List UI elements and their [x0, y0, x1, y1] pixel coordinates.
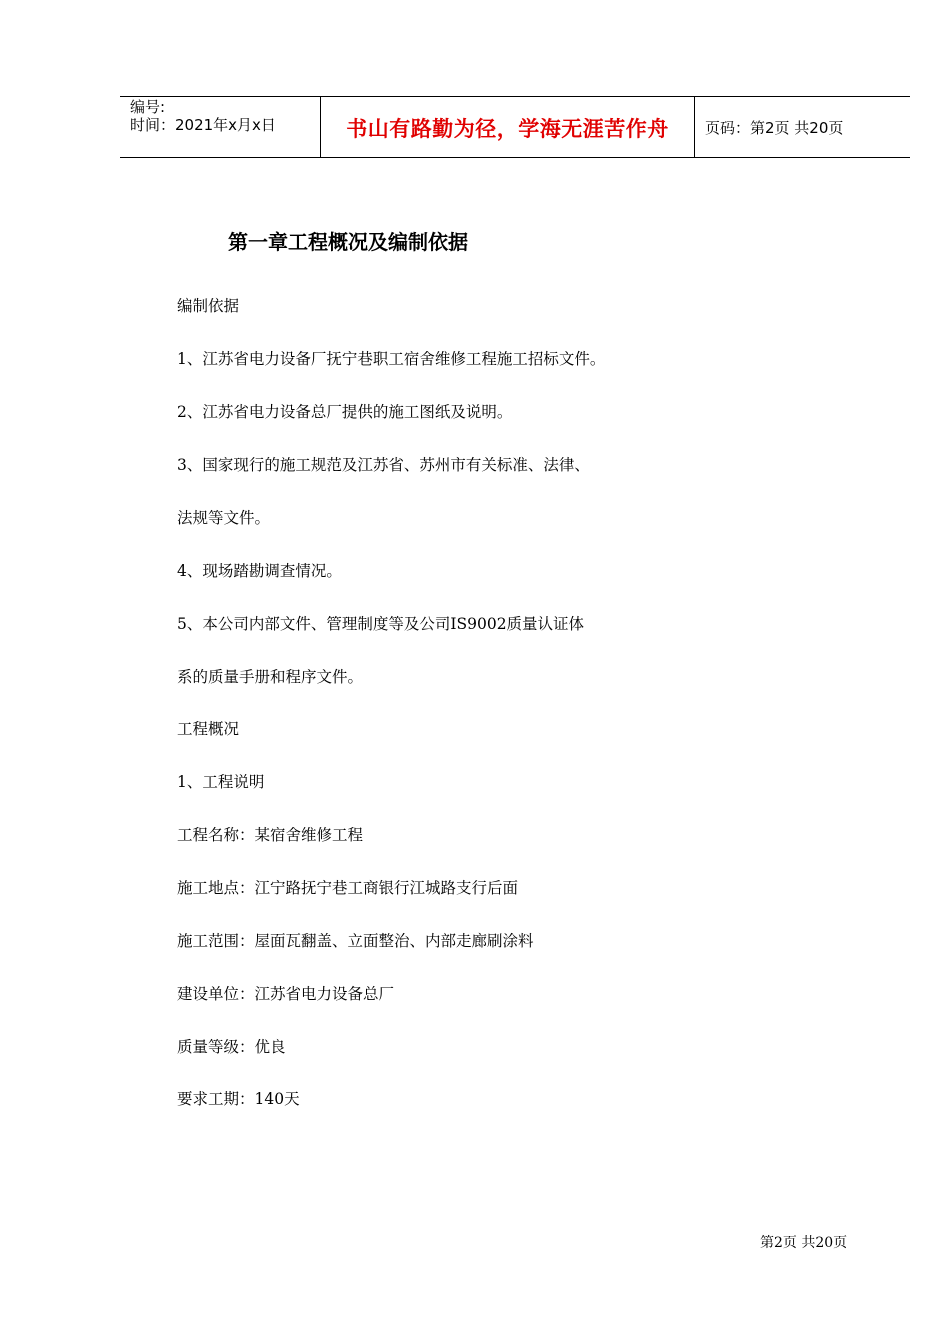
header-meta-cell — [120, 97, 321, 157]
paragraph: 4、现场踏勘调查情况。 — [177, 562, 342, 580]
chapter-title: 第一章工程概况及编制依据 — [228, 230, 468, 254]
page-header — [120, 96, 910, 158]
paragraph: 施工地点：江宁路抚宁巷工商银行江城路支行后面 — [177, 879, 519, 897]
page-footer: 第2页 共20页 — [760, 1235, 848, 1251]
document-time-label: 时间：2021年x月x日 — [130, 116, 276, 134]
header-motto: 书山有路勤为径，学海无涯苦作舟 — [346, 117, 669, 141]
document-number-label: 编号: — [130, 98, 166, 116]
paragraph: 法规等文件。 — [177, 509, 271, 527]
header-page-cell — [695, 97, 910, 157]
header-page-code: 页码：第2页 共20页 — [705, 119, 844, 137]
paragraph: 1、江苏省电力设备厂抚宁巷职工宿舍维修工程施工招标文件。 — [177, 350, 606, 368]
paragraph: 1、工程说明 — [177, 773, 265, 791]
section-heading-basis: 编制依据 — [177, 297, 240, 315]
paragraph: 5、本公司内部文件、管理制度等及公司IS9002质量认证体 — [177, 615, 585, 633]
header-motto-cell — [321, 97, 695, 157]
paragraph: 施工范围：屋面瓦翻盖、立面整治、内部走廊刷涂料 — [177, 932, 534, 950]
section-heading-overview: 工程概况 — [177, 720, 240, 738]
paragraph: 系的质量手册和程序文件。 — [177, 668, 364, 686]
paragraph: 3、国家现行的施工规范及江苏省、苏州市有关标准、法律、 — [177, 456, 590, 474]
paragraph: 要求工期：140天 — [177, 1090, 300, 1108]
paragraph: 建设单位：江苏省电力设备总厂 — [177, 985, 395, 1003]
paragraph: 2、江苏省电力设备总厂提供的施工图纸及说明。 — [177, 403, 513, 421]
paragraph: 工程名称：某宿舍维修工程 — [177, 826, 364, 844]
paragraph: 质量等级：优良 — [177, 1038, 286, 1056]
